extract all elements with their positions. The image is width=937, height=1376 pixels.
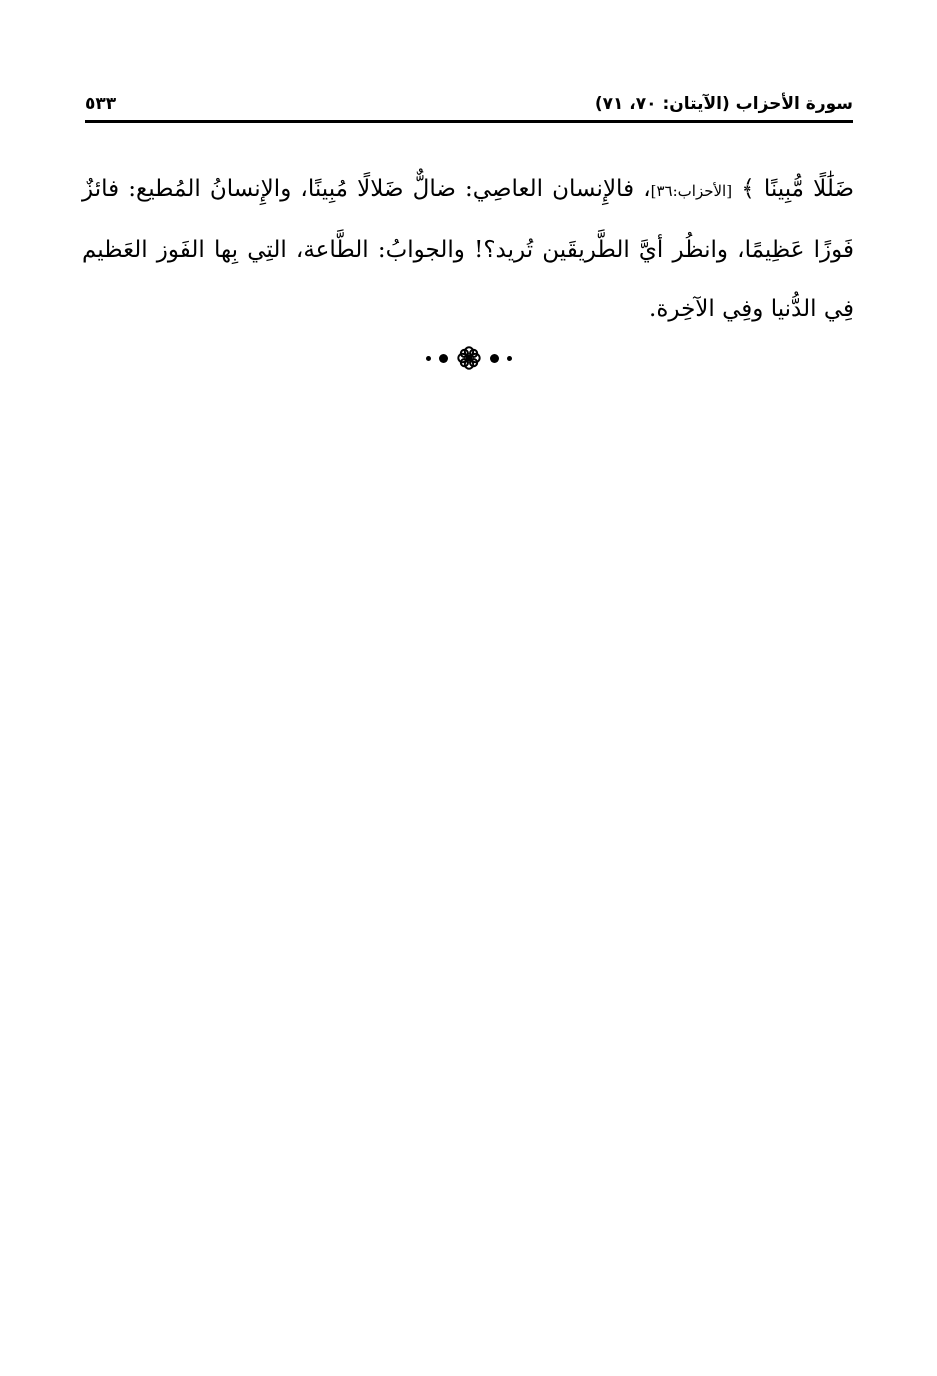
section-divider [0, 345, 937, 371]
running-header [85, 86, 853, 123]
divider-dot [439, 354, 448, 363]
divider-dot [507, 356, 512, 361]
commentary-text: ، فالإِنسان العاصِي: ضالٌّ ضَلالًا مُبِينًا، والإِنسانُ المُطيع: فائزٌ فَوزًا عَظِيمًا، وانظُر أيَّ الطَّريقَين تُريد؟! والجوابُ: الطَّاعة، التِي بِها الفَوز العَظيم فِي الدُّنيا وفِي الآخِرة. [82, 176, 854, 322]
quran-verse-end: ضَلَٰلًا مُّبِينًا [763, 176, 854, 202]
quran-bracket-close: ﴾ [741, 176, 755, 202]
page-number: ٥٣٣ [85, 94, 117, 114]
body-text [82, 160, 854, 339]
rosette-ornament-icon [456, 345, 482, 371]
surah-header-title: سورة الأحزاب (الآيتان: ٧٠، ٧١) [594, 94, 853, 114]
divider-dot [426, 356, 431, 361]
divider-dot [490, 354, 499, 363]
verse-reference: [الأحزاب:٣٦] [650, 182, 733, 200]
body-paragraph [82, 160, 854, 339]
